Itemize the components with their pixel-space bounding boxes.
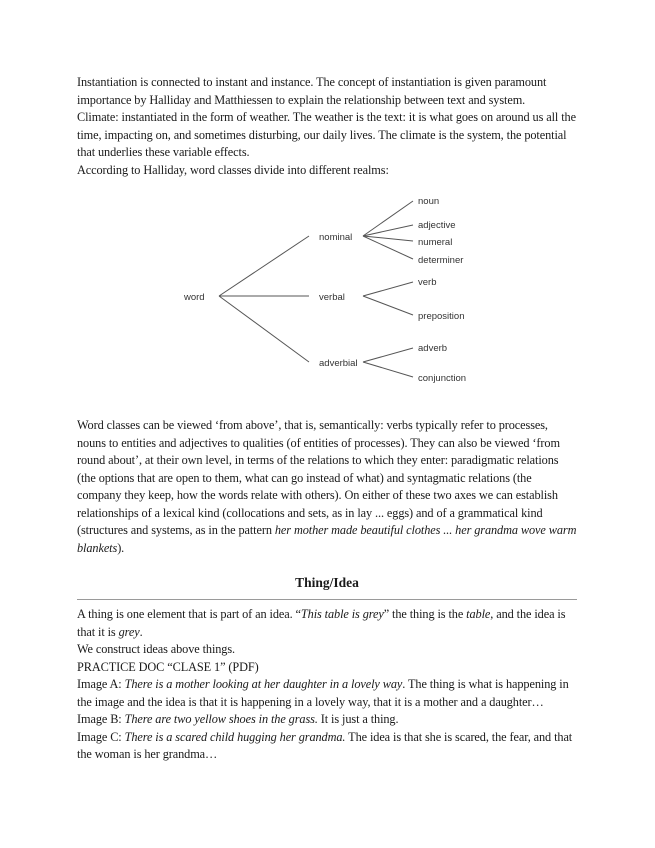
heading-divider (77, 599, 577, 600)
node-adverbial: adverbial (319, 358, 358, 369)
practice-doc-line: PRACTICE DOC “CLASE 1” (PDF) (77, 659, 259, 674)
image-a-caption: There is a mother looking at her daughter in a lovely way (124, 677, 403, 691)
node-nominal: nominal (319, 232, 353, 243)
thing-text-c: , and the idea is that it is (77, 607, 566, 639)
branch-adverbial-adverb (363, 348, 413, 362)
intro-paragraph-1: Instantiation is connected to instant and instance. The concept of instantiation is given paramount importance by Halliday and Matthiessen to explain the relationship between text and system. (77, 75, 547, 107)
branch-adverbial-conjunction (363, 362, 413, 377)
section-heading: Thing/Idea (295, 575, 359, 590)
image-a-text: . The thing is what is happening in the image and the idea is that it is happening in a lovely way, that it is a mother and a daughter… (77, 677, 569, 709)
example-pattern: her mother made beautiful clothes ... her grandma wove warm blankets (77, 523, 577, 555)
branch-nominal-determiner (363, 236, 413, 259)
leaf-adjective: adjective (418, 220, 456, 231)
leaf-adverb: adverb (418, 343, 448, 354)
intro-paragraph-3: According to Halliday, word classes divide into different realms: (77, 162, 389, 177)
branch-nominal-numeral (363, 236, 413, 241)
image-a-paragraph (77, 676, 577, 711)
image-b-label: Image B: (77, 712, 125, 726)
branch-verbal-preposition (363, 296, 413, 315)
image-a-label: Image A: (77, 677, 125, 691)
branch-word-nominal (219, 236, 309, 296)
image-c-caption: There is a scared child hugging her grandma. (124, 729, 346, 744)
branch-verbal-verb (363, 282, 413, 296)
image-b-paragraph (77, 711, 577, 729)
leaf-verb: verb (418, 277, 437, 288)
construct-line: We construct ideas above things. (77, 642, 236, 656)
image-b-caption: There are two yellow shoes in the grass. (124, 712, 318, 726)
node-word: word (184, 292, 205, 303)
document-page (77, 74, 577, 764)
branch-word-adverbial (219, 296, 309, 362)
leaf-noun: noun (418, 196, 440, 207)
image-c-text: The idea is that she is scared, the fear, and that the woman is her grandma… (77, 729, 573, 761)
thing-table-word: table (466, 607, 491, 621)
thing-text-b: ” the thing is the (383, 607, 467, 621)
word-classes-paragraph (77, 417, 577, 557)
word-class-diagram (77, 187, 577, 413)
image-c-paragraph (77, 729, 577, 764)
word-class-tree (77, 187, 577, 413)
thing-text-a: A thing is one element that is part of an idea. “ (77, 607, 301, 621)
image-c-label: Image C: (77, 729, 125, 744)
node-verbal: verbal (319, 292, 345, 303)
thing-definition (77, 606, 577, 641)
leaf-conjunction: conjunction (418, 373, 467, 384)
image-b-text: It is just a thing. (317, 712, 399, 726)
leaf-determiner: determiner (418, 255, 464, 266)
thing-example-quote: This table is grey (300, 607, 384, 621)
leaf-preposition: preposition (418, 311, 465, 322)
word-classes-close: ). (117, 540, 125, 555)
thing-grey-word: grey (118, 624, 140, 639)
thing-text-d: . (139, 624, 143, 639)
leaf-numeral: numeral (418, 237, 453, 248)
intro-paragraph-2: Climate: instantiated in the form of weather. The weather is the text: it is what goes on around us all the time, impacting on, and sometimes disturbing, our daily lives. The climate is the system, the potential that underlies these variable effects. (77, 110, 576, 159)
word-classes-text: Word classes can be viewed ‘from above’, that is, semantically: verbs typically refer to processes, nouns to entities and adjectives to qualities (of entities of processes). They can also be viewed ‘from round about’, at their own level, in terms of the relations to which they enter: paradigmatic relations (the options that are open to them, what can go instead of what) and syntagmatic relations (the company they keep, how the words relate with others). On either of these two axes we can establish relationships of a lexical kind (collocations and sets, as in lay ... eggs) and of a grammatical kind (structures and systems, as in the pattern (77, 418, 560, 537)
